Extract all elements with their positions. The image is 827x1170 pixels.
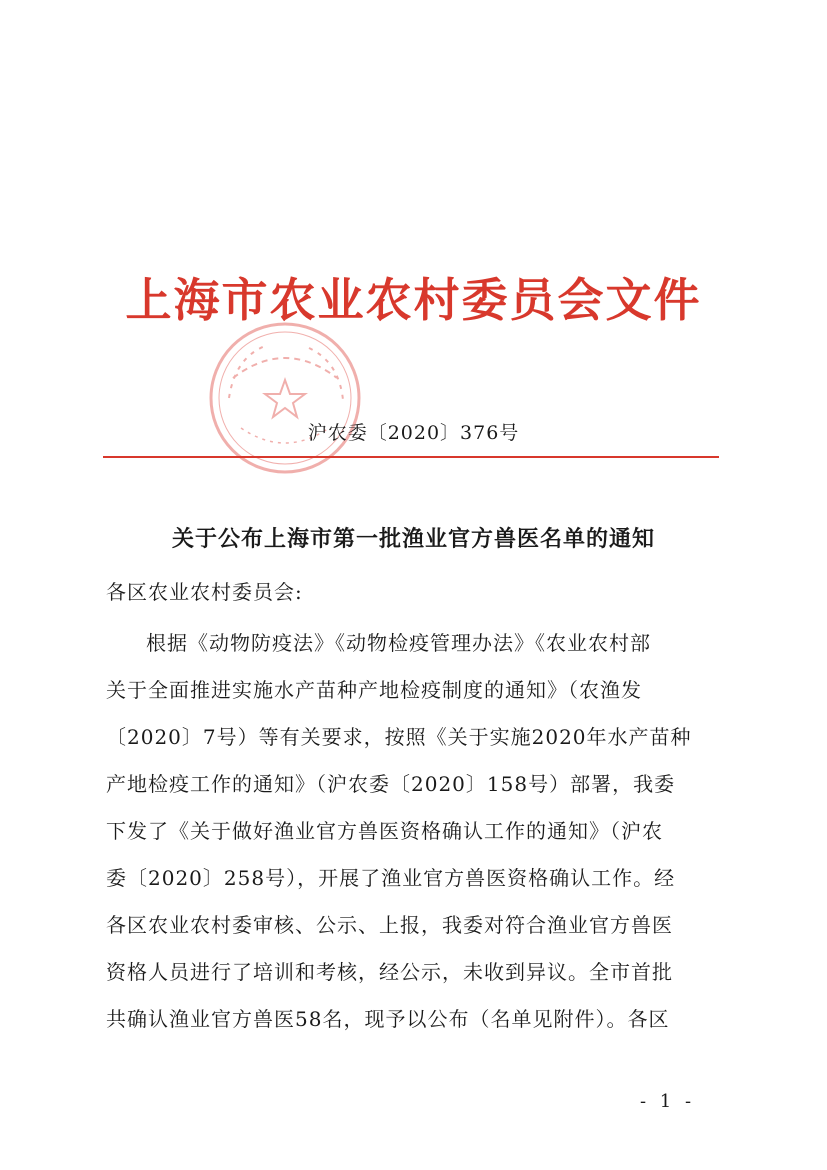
salutation: 各区农业农村委员会:	[106, 580, 303, 604]
body-line: 〔2020〕7号）等有关要求，按照《关于实施2020年水产苗种	[106, 725, 692, 749]
notice-title: 关于公布上海市第一批渔业官方兽医名单的通知	[171, 526, 655, 552]
red-divider-line	[103, 456, 719, 458]
page-number: - 1 -	[640, 1091, 696, 1112]
body-line: 产地检疫工作的通知》（沪农委〔2020〕158号）部署，我委	[106, 772, 676, 796]
body-line: 委〔2020〕258号），开展了渔业官方兽医资格确认工作。经	[106, 866, 676, 890]
body-line: 各区农业农村委审核、公示、上报，我委对符合渔业官方兽医	[106, 913, 673, 937]
body-line: 根据《动物防疫法》《动物检疫管理办法》《农业农村部	[146, 631, 651, 655]
issuer-header-title: 上海市农业农村委员会文件	[125, 273, 702, 327]
body-line: 共确认渔业官方兽医58名，现予以公布（名单见附件）。各区	[106, 1007, 670, 1031]
notice-body	[106, 620, 722, 1043]
body-line: 下发了《关于做好渔业官方兽医资格确认工作的通知》（沪农	[106, 819, 663, 843]
body-line: 关于全面推进实施水产苗种产地检疫制度的通知》（农渔发	[106, 678, 642, 702]
document-number: 沪农委〔2020〕376号	[307, 422, 520, 444]
official-seal-stamp	[205, 318, 365, 478]
body-line: 资格人员进行了培训和考核，经公示，未收到异议。全市首批	[106, 960, 673, 984]
